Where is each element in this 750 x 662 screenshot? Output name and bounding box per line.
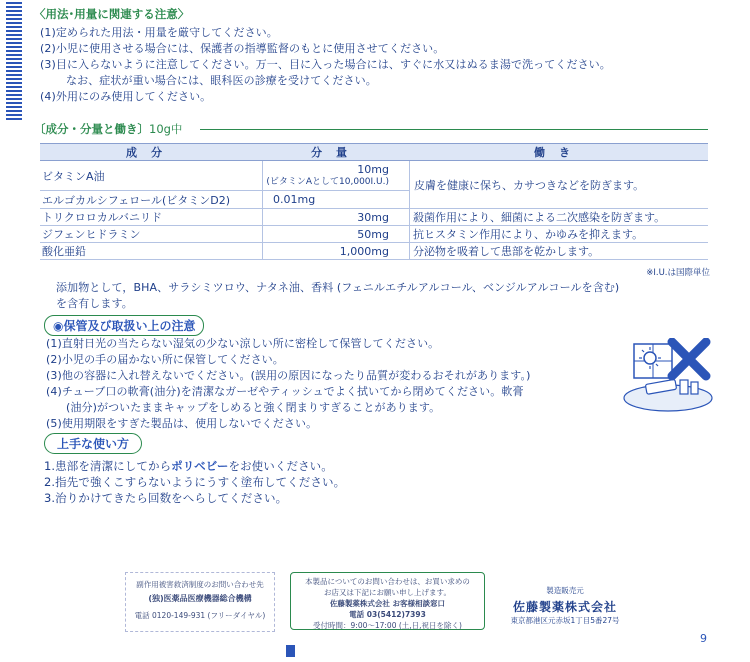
ingredient-effect: 分泌物を吸着して患部を乾かします。 — [413, 245, 600, 258]
additives-line-1: 添加物として，BHA、サラシミツロウ、ナタネ油、香料 (フェニルエチルアルコール、ベンジルアルコールを含む) — [56, 281, 620, 294]
ingredient-effect: 殺菌作用により、細菌による二次感染を防ぎます。 — [413, 211, 666, 224]
storage-note-2: (2)小児の手の届かない所に保管してください。 — [46, 353, 284, 366]
storage-note-4: (4)チューブ口の軟膏(油分)を清潔なガーゼやティッシュでよく拭いてから閉めてください。軟膏 — [46, 385, 524, 398]
relief-info-box — [125, 572, 275, 632]
ingredients-title: 〔成分・分量と働き〕10g中 — [34, 122, 183, 136]
ingredient-name: トリクロロカルバニリド — [42, 211, 163, 224]
ingredient-amount: 30mg — [262, 209, 410, 225]
howto-item-3: 3.治りかけてきたら回数をへらしてください。 — [44, 491, 288, 505]
ingredient-effect: 抗ヒスタミン作用により、かゆみを抑えます。 — [413, 228, 644, 241]
usage-note-4: (4)外用にのみ使用してください。 — [40, 90, 212, 103]
contact-line: お店又は下記にお願い申し上げます。 — [324, 588, 451, 597]
rows-group-1 — [40, 161, 708, 209]
usage-note-1: (1)定められた用法・用量を厳守してください。 — [40, 26, 278, 39]
maker-block — [495, 585, 635, 626]
contact-line: 本製品についてのお問い合わせは、お買い求めの — [305, 577, 470, 586]
ingredient-amount: 50mg — [262, 226, 410, 242]
table-row — [40, 226, 708, 243]
contact-hours: 受付時間：9:00～17:00 (土,日,祝日を除く) — [313, 621, 462, 630]
header-amount: 分量 — [311, 146, 361, 159]
table-row — [40, 191, 410, 209]
maker-label: 製造販売元 — [546, 586, 584, 595]
ingredient-effect: 皮膚を健康に保ち、カサつきなどを防ぎます。 — [410, 161, 708, 209]
title-rule — [200, 129, 708, 130]
usage-note-2: (2)小児に使用させる場合には、保護者の指導監督のもとに使用させてください。 — [40, 42, 445, 55]
table-row — [40, 243, 708, 260]
storage-title: ◉保管及び取扱い上の注意 — [44, 315, 204, 336]
ingredients-table — [40, 143, 708, 260]
storage-note-5: (5)使用期限をすぎた製品は、使用しないでください。 — [46, 417, 318, 430]
registration-marker — [286, 645, 295, 657]
usage-note-3: (3)目に入らないように注意してください。万一、目に入った場合には、すぐに水又はぬるま湯で洗ってください。 — [40, 58, 611, 71]
relief-phone: 電話 0120-149-931 (フリーダイヤル) — [134, 611, 266, 620]
page-number: 9 — [700, 632, 707, 645]
barcode-stripe — [6, 2, 22, 120]
storage-note-3: (3)他の容器に入れ替えないでください。(誤用の原因になったり品質が変わるおそれがあります。) — [46, 369, 531, 382]
howto-item-1: 1.患部を清潔にしてからポリベビーをお使いください。 — [44, 459, 333, 473]
storage-note-4b: (油分)がついたままキャップをしめると強く閉まりすぎることがあります。 — [66, 401, 441, 414]
contact-phone: 電話 03(5412)7393 — [349, 610, 426, 619]
storage-note-1: (1)直射日光の当たらない湿気の少ない涼しい所に密栓して保管してください。 — [46, 337, 440, 350]
header-effect: 働き — [534, 146, 584, 159]
usage-note-3b: なお、症状が重い場合には、眼科医の診療を受けてください。 — [66, 74, 377, 87]
iu-footnote: ※I.U.は国際単位 — [646, 268, 710, 278]
howto-item-2: 2.指先で強くこすらないようにうすく塗布してください。 — [44, 475, 346, 489]
maker-name: 佐藤製薬株式会社 — [512, 600, 617, 614]
ingredient-amount: 10mg (ビタミンAとして10,000I.U.) — [262, 161, 410, 190]
contact-box — [290, 572, 485, 630]
additives-line-2: を含有します。 — [56, 297, 133, 310]
ingredient-amount: 1,000mg — [262, 243, 410, 259]
header-ingredient: 成分 — [126, 146, 176, 159]
howto-title: 上手な使い方 — [44, 433, 142, 454]
ingredient-amount: 0.01mg — [262, 191, 410, 208]
relief-org: (独)医薬品医療機器総合機構 — [148, 594, 252, 603]
maker-address: 東京都港区元赤坂1丁目5番27号 — [510, 616, 620, 625]
ingredient-name: エルゴカルシフェロール(ビタミンD2) — [42, 193, 231, 207]
ingredient-name: 酸化亜鉛 — [42, 245, 86, 258]
table-header — [40, 144, 708, 161]
table-row — [40, 209, 708, 226]
table-row — [40, 161, 410, 191]
ingredient-name: ビタミンA油 — [42, 169, 105, 183]
usage-notes-title: 〈用法･用量に関連する注意〉 — [34, 7, 190, 21]
contact-company: 佐藤製薬株式会社 お客様相談窓口 — [329, 599, 446, 608]
relief-line: 副作用被害救済制度のお問い合わせ先 — [136, 580, 264, 589]
storage-illustration — [620, 338, 718, 416]
ingredient-name: ジフェンヒドラミン — [42, 228, 141, 241]
